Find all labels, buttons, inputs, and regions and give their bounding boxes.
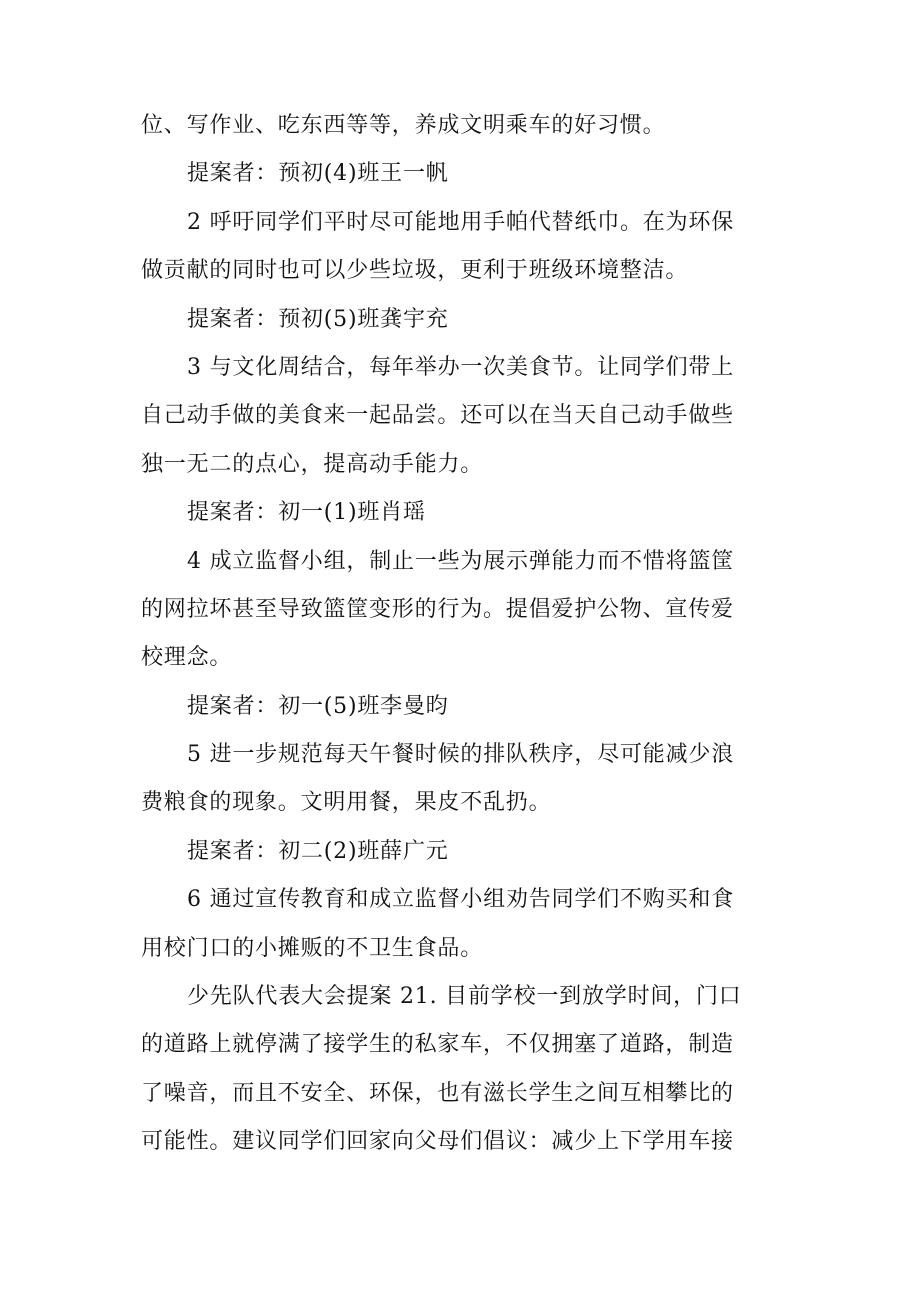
text-line: 6 通过宣传教育和成立监督小组劝告同学们不购买和食 [187,887,734,913]
text-line: 做贡献的同时也可以少些垃圾，更利于班级环境整洁。 [141,258,689,284]
text-line: 少先队代表大会提案 21. 目前学校一到放学时间，门口 [187,984,742,1010]
text-line: 4 成立监督小组，制止一些为展示弹能力而不惜将篮筐 [187,548,734,574]
proposer-line: 提案者：预初(5)班龚宇充 [187,306,449,332]
text-line: 5 进一步规范每天午餐时候的排队秩序，尽可能减少浪 [187,742,734,768]
proposer-line: 提案者：初一(1)班肖瑶 [187,500,426,526]
document-body [141,102,791,1167]
proposer-line: 提案者：初二(2)班薛广元 [187,838,449,864]
text-line: 了噪音，而且不安全、环保，也有滋长学生之间互相攀比的 [141,1080,734,1106]
text-line: 自己动手做的美食来一起品尝。还可以在当天自己动手做些 [141,403,734,429]
proposer-line: 提案者：初一(5)班李曼昀 [187,693,449,719]
text-line: 的道路上就停满了接学生的私家车，不仅拥塞了道路，制造 [141,1032,734,1058]
proposer-line: 提案者：预初(4)班王一帆 [187,161,449,187]
text-line: 的网拉坏甚至导致篮筐变形的行为。提倡爱护公物、宣传爱 [141,596,734,622]
text-line: 2 呼吁同学们平时尽可能地用手帕代替纸巾。在为环保 [187,209,734,235]
text-line: 独一无二的点心，提高动手能力。 [141,451,484,477]
text-line: 位、写作业、吃东西等等，养成文明乘车的好习惯。 [141,113,666,138]
text-line: 用校门口的小摊贩的不卫生食品。 [141,935,484,961]
text-line: 校理念。 [141,645,233,671]
text-line: 费粮食的现象。文明用餐，果皮不乱扔。 [141,790,552,816]
text-line: 3 与文化周结合，每年举办一次美食节。让同学们带上 [187,354,734,380]
text-line: 可能性。建议同学们回家向父母们倡议：减少上下学用车接 [141,1129,734,1155]
